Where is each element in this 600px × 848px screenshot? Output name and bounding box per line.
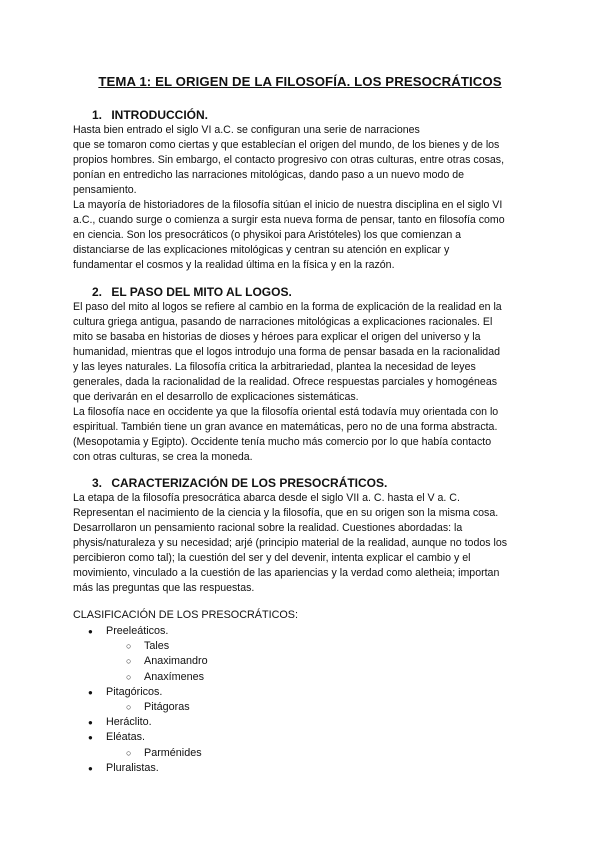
paragraph-presocraticos [73,491,533,596]
sublist [106,700,208,715]
text-line: y las leyes naturales. La filosofía critica la arbitrariedad, plantea la necesidad de leyes [73,361,476,374]
sublist [106,746,208,761]
sublist-item: ○ Parménides [106,746,208,761]
text-line: La filosofía nace en occidente ya que la filosofía oriental está todavía muy orientada con lo [73,406,499,419]
sublist-item: ○ Anaxímenes [106,670,208,685]
group-name: Heráclito. [106,716,152,729]
text-line: El paso del mito al logos se refiere al cambio en la forma de explicación de la realidad en la [73,301,502,313]
paragraph-introduccion [73,123,533,273]
section-heading-introduccion [92,108,208,122]
text-line: que se tomaron como ciertas y que establecían el origen del mundo, de los bienes y de los [73,139,500,152]
text-line: pensamiento. [73,184,137,197]
section-title: EL PASO DEL MITO AL LOGOS. [111,285,292,299]
group-name: Pitagóricos. [106,685,163,698]
sublist-item: ○ Pitágoras [106,700,208,715]
sublist [106,639,208,685]
sublist-item: ○ Tales [106,639,208,654]
section-title: CARACTERIZACIÓN DE LOS PRESOCRÁTICOS. [111,476,388,490]
section-number: 1. [92,108,103,122]
section-number: 2. [92,285,103,299]
text-line: ponían en entredicho las narraciones mitológicas, dando paso a un nuevo modo de [73,169,465,182]
text-line: con otras culturas, se crea la moneda. [73,451,253,464]
paragraph-mito-logos [73,300,533,466]
text-line: humanidad, mientras que el logos introdujo una forma de pensar basada en la racionalidad [73,346,500,359]
document-title: TEMA 1: EL ORIGEN DE LA FILOSOFÍA. LOS PRESOCRÁTICOS [98,74,502,89]
list-item [73,761,208,776]
text-line: Desarrollaron un pensamiento racional sobre la realidad. Cuestiones abordadas: la [73,522,463,535]
group-name: Pluralistas. [106,761,159,774]
text-line: fundamentar el cosmos y la realidad última en la física y en la razón. [73,259,395,272]
text-line: espiritual. También tiene un gran avance en matemáticas, pero no de una forma abstracta. [73,421,498,434]
text-line: physis/naturaleza y su necesidad; arjé (principio material de la realidad, aunque no todos los [73,537,508,550]
text-line: en ciencia. Son los presocráticos (o physikoi para Aristóteles) los que comienzan a [73,229,462,242]
section-heading-presocraticos [92,476,387,490]
text-line: cultura griega antigua, pasando de narraciones mitológicas a explicaciones racionales. El [73,316,493,329]
classification-list [73,624,208,776]
text-line: que derivarán en el desarrollo de explicaciones sistemáticas. [73,391,359,404]
text-line: Representan el nacimiento de la ciencia y la filosofía, que en su origen son la misma cosa. [73,507,499,520]
sublist-item: ○ Anaximandro [106,654,208,669]
group-name: Preeleáticos. [106,625,169,637]
text-line: a.C., cuando surge o comienza a surgir esta nueva forma de pensar, tanto en filosofía como [73,214,505,227]
text-line: movimiento, vinculado a la cuestión de las apariencias y la verdad como aletheia; importan [73,567,500,580]
list-item [73,715,208,730]
section-heading-mito-logos [92,285,292,299]
text-line: (Mesopotamia y Egipto). Occidente tenía mucho más comercio por lo que había contacto [73,436,492,449]
section-number: 3. [92,476,103,490]
text-line: mito se basaba en historias de dioses y héroes para explicar el origen del universo y la [73,331,481,344]
text-line: La mayoría de historiadores de la filosofía sitúan el inicio de nuestra disciplina en el siglo VI [73,199,503,212]
section-title: INTRODUCCIÓN. [111,108,209,122]
text-line: propios hombres. Sin embargo, el contacto progresivo con otras culturas, entre otras cosas, [73,154,505,167]
list-item [73,730,208,760]
text-line: más las preguntas que las respuestas. [73,582,255,595]
list-item [73,685,208,715]
text-line: Hasta bien entrado el siglo VI a.C. se configuran una serie de narraciones [73,124,420,136]
list-item [73,624,208,685]
classification-title: CLASIFICACIÓN DE LOS PRESOCRÁTICOS: [73,609,298,621]
group-name: Eléatas. [106,731,146,744]
text-line: percibieron como tal); la cuestión del ser y del devenir, intenta explicar el cambio y el [73,552,471,565]
text-line: distanciarse de las explicaciones mitológicas y centran su atención en explicar y [73,244,450,257]
text-line: generales, dada la racionalidad de la realidad. Ofrece respuestas parciales y homogéneas [73,376,498,389]
text-line: La etapa de la filosofía presocrática abarca desde el siglo VII a. C. hasta el V a. C. [73,492,460,504]
